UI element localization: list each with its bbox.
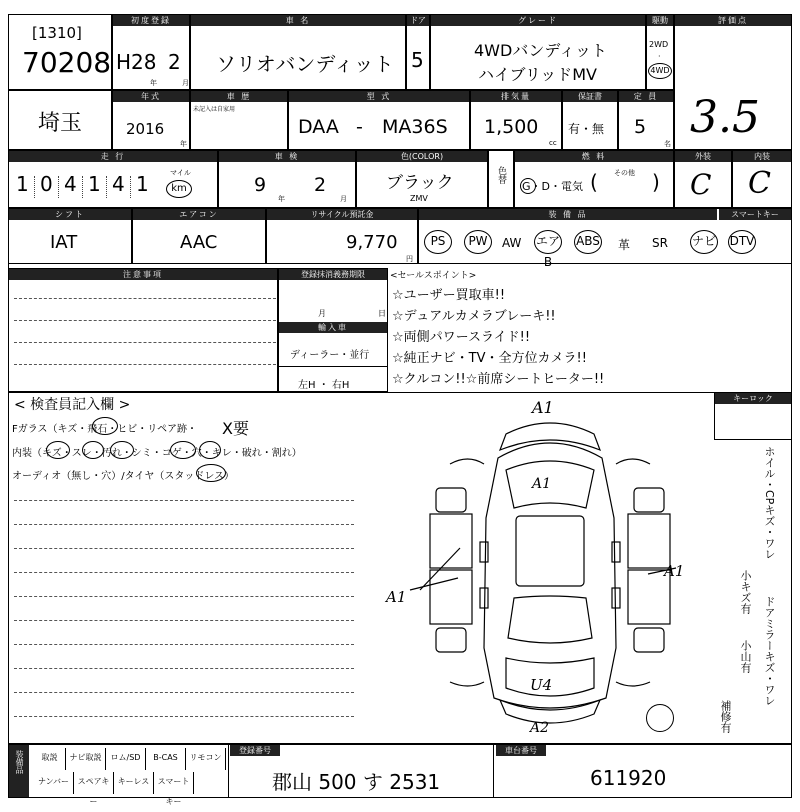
inspection-cell — [218, 150, 356, 208]
equipment-2: PW — [464, 230, 492, 254]
mileage-digit: 4 — [64, 172, 77, 196]
footer-side-label: 装備品 — [15, 750, 24, 774]
month-unit: 月 — [182, 79, 189, 87]
equipment-8: ナビ — [690, 230, 718, 254]
lot-bracket: [1310] — [32, 24, 82, 42]
fuel-paren-close: ) — [652, 170, 660, 194]
inspector-line-1 — [14, 500, 354, 501]
grade-line-1: 4WDバンディット — [474, 41, 608, 60]
side-note-small-scratch: 小キズ有 — [739, 570, 752, 614]
header-doors: ドア — [407, 15, 429, 26]
equipment-3: AW — [502, 236, 522, 250]
side-note-repair: 補修有 — [719, 700, 732, 733]
notes-line-4 — [14, 364, 276, 365]
header-mileage: 走 行 — [9, 151, 217, 162]
color-value: ブラック — [386, 173, 454, 193]
inspector-audio: オーディオ（無し・穴）/タイヤ（スタッドレス） — [12, 471, 235, 482]
header-model-year: 年式 — [113, 91, 189, 102]
header-import: 輸入車 — [279, 322, 387, 333]
seats-unit: 名 — [664, 140, 671, 148]
type-code: MA36S — [382, 116, 448, 138]
displacement: 1,500 — [484, 116, 539, 138]
mileage-digit: 1 — [16, 172, 29, 196]
header-displacement: 排気量 — [471, 91, 561, 102]
inspector-line-6 — [14, 620, 354, 621]
notes-line-2 — [14, 320, 276, 321]
notes-line-3 — [14, 342, 276, 343]
sales-point: ☆デュアルカメラブレーキ!! — [392, 309, 556, 324]
side-note-dent: 小山有 — [739, 640, 752, 673]
footer-option: ロム/SD — [106, 748, 146, 770]
mileage-separator — [130, 176, 131, 198]
mileage-separator — [58, 176, 59, 198]
fuel-paren-open: ( — [590, 170, 598, 194]
header-exterior: 外装 — [675, 151, 731, 162]
lot-number: 70208 — [22, 46, 112, 79]
inspector-glass: Fガラス（キズ・飛石・ヒビ・リペア跡・ — [12, 424, 198, 435]
displacement-unit: cc — [549, 139, 557, 147]
seats-value: 5 — [634, 116, 647, 138]
header-aircon: エアコン — [133, 209, 265, 220]
footer-option: ナンバー — [34, 772, 74, 794]
damage-mark-rear: U4 — [530, 676, 553, 694]
mile-label: マイル — [170, 169, 191, 177]
notes-line-1 — [14, 298, 276, 299]
header-plate: 登録番号 — [230, 745, 280, 756]
sales-points-title: <セールスポイント> — [390, 271, 477, 281]
inspection-year: 9 — [254, 174, 267, 196]
equipment-6: 革 — [618, 238, 631, 252]
damage-mark-front: A1 — [532, 398, 554, 417]
header-manual: 保証書 — [563, 91, 617, 102]
side-note-mirror: ドアミラーキズ・ワレ — [763, 596, 776, 706]
interior-hole-circled — [199, 441, 221, 459]
footer-option: スペアキー — [74, 772, 114, 794]
interior-wear-circled — [82, 441, 104, 459]
shift-value: IAT — [50, 232, 78, 253]
type-dash: - — [356, 116, 363, 138]
recycle-unit: 円 — [406, 255, 413, 263]
interior-burn-circled — [170, 441, 196, 459]
damage-mark-roof: A1 — [532, 476, 552, 492]
year-era: H28 — [116, 50, 157, 74]
plate-number: 郡山 500 す 2531 — [272, 770, 441, 794]
footer-option: キーレス — [114, 772, 154, 794]
year-month: 2 — [168, 50, 181, 74]
fuel-other: その他 — [614, 169, 635, 177]
location: 埼玉 — [38, 111, 83, 136]
inspection-year-unit: 年 — [278, 195, 285, 203]
header-shift: シフト — [9, 209, 131, 220]
sales-point: ☆純正ナビ・TV・全方位カメラ!! — [392, 351, 587, 366]
footer-option: リモコン — [186, 748, 226, 770]
drive-4wd-circled: 4WD — [648, 63, 672, 79]
header-car-name: 車 名 — [191, 15, 405, 26]
recycle-value: 9,770 — [346, 232, 398, 253]
header-smart-key: スマートキー — [719, 209, 791, 220]
km-circled: km — [166, 180, 192, 198]
doors-value: 5 — [411, 48, 424, 72]
model-year-unit: 年 — [180, 140, 187, 148]
tire-studless-circled — [196, 464, 226, 482]
inspector-line-9 — [14, 692, 354, 693]
damage-mark-left: A1 — [386, 588, 407, 606]
model-name: ソリオバンディット — [216, 52, 394, 76]
mileage-digit: 1 — [136, 172, 149, 196]
header-seats: 定 員 — [619, 91, 673, 102]
diagram-circle — [646, 704, 674, 732]
mileage-separator — [82, 176, 83, 198]
header-score: 評価点 — [675, 15, 791, 26]
sales-point: ☆ユーザー買取車!! — [392, 288, 506, 303]
model-year: 2016 — [126, 120, 165, 138]
key-lock-cell — [714, 392, 792, 440]
glass-chip-circled — [92, 417, 118, 435]
inspector-line-4 — [14, 572, 354, 573]
sales-point: ☆クルコン!!☆前席シートヒーター!! — [392, 372, 605, 387]
footer-option: B-CAS — [146, 748, 186, 770]
equipment-9: DTV — [728, 230, 756, 254]
header-history: 車 歴 — [191, 91, 287, 102]
color-code: ZMV — [410, 194, 428, 203]
mileage-digit: 0 — [40, 172, 53, 196]
equipment-7: SR — [652, 236, 668, 250]
footer-option: ナビ取説 — [66, 748, 106, 770]
mileage-digit: 4 — [112, 172, 125, 196]
aircon-value: AAC — [180, 232, 218, 253]
mileage-digit: 1 — [88, 172, 101, 196]
equipment-4: エアB — [534, 230, 562, 254]
damage-mark-right: A1 — [664, 562, 685, 580]
manual-value: 有・無 — [568, 122, 605, 136]
registration-month: 月 — [318, 309, 326, 318]
header-first-registration: 初度登録 — [113, 15, 189, 26]
footer-option: スマートキー — [154, 772, 194, 794]
damage-mark-bumper: A2 — [530, 720, 550, 736]
header-registration-deadline: 登録抹消義務期限 — [279, 269, 387, 280]
drive-dot: · — [658, 52, 661, 61]
fuel-options: G・D・電気 — [522, 180, 583, 193]
registration-day: 日 — [378, 309, 386, 318]
inspector-line-2 — [14, 524, 354, 525]
exterior-grade: C — [690, 168, 712, 201]
inspection-month: 2 — [314, 174, 327, 196]
inspector-line-7 — [14, 644, 354, 645]
type-prefix: DAA — [298, 116, 339, 138]
equipment-1: PS — [424, 230, 452, 254]
interior-dirt-circled — [110, 441, 134, 459]
interior-scratch-circled — [46, 441, 70, 459]
inspector-line-3 — [14, 548, 354, 549]
side-note-wheel: ホイル・CPキズ・ワレ — [763, 446, 776, 560]
inspector-interior: 内装（キズ・スレ・汚れ・シミ・コゲ・穴・キレ・破れ・割れ） — [12, 448, 302, 459]
score-value: 3.5 — [690, 92, 760, 143]
header-chassis: 車台番号 — [496, 745, 546, 756]
history-note: 未記入は自家用 — [193, 106, 236, 113]
header-recycle: リサイクル預託金 — [267, 209, 417, 220]
inspector-line-8 — [14, 668, 354, 669]
steering: 左H ・ 右H — [298, 380, 350, 391]
header-color: 色(COLOR) — [357, 151, 487, 162]
mileage-separator — [106, 176, 107, 198]
import-dealer: ディーラー・並行 — [290, 350, 370, 361]
interior-grade: C — [748, 166, 771, 201]
header-type: 型 式 — [289, 91, 469, 102]
year-unit: 年 — [150, 79, 157, 87]
equipment-5: ABS — [574, 230, 602, 254]
color-change-label: 色替 — [496, 166, 506, 184]
sales-point: ☆両側パワースライド!! — [392, 330, 531, 345]
history-cell — [190, 90, 288, 150]
inspector-line-5 — [14, 596, 354, 597]
header-equipment: 装 備 品 — [419, 209, 717, 220]
inspector-glass-mark: X要 — [222, 419, 249, 438]
inspector-title: < 検査員記入欄 > — [14, 397, 131, 413]
header-inspection: 車 検 — [219, 151, 355, 162]
footer-option: 取説 — [34, 748, 66, 770]
header-grade: グレード — [431, 15, 645, 26]
mileage-separator — [34, 176, 35, 198]
inspector-line-10 — [14, 716, 354, 717]
header-notes: 注意事項 — [9, 269, 277, 280]
header-fuel: 燃 料 — [515, 151, 673, 162]
notes-cell — [8, 268, 278, 392]
inspection-month-unit: 月 — [340, 195, 347, 203]
import-divider — [278, 366, 388, 367]
grade-line-2: ハイブリッドMV — [478, 65, 597, 84]
drive-2wd: 2WD — [649, 40, 669, 49]
header-interior: 内装 — [733, 151, 791, 162]
header-drive: 駆動 — [647, 15, 673, 26]
header-key-lock: キーロック — [715, 393, 791, 404]
chassis-number: 611920 — [590, 766, 667, 790]
